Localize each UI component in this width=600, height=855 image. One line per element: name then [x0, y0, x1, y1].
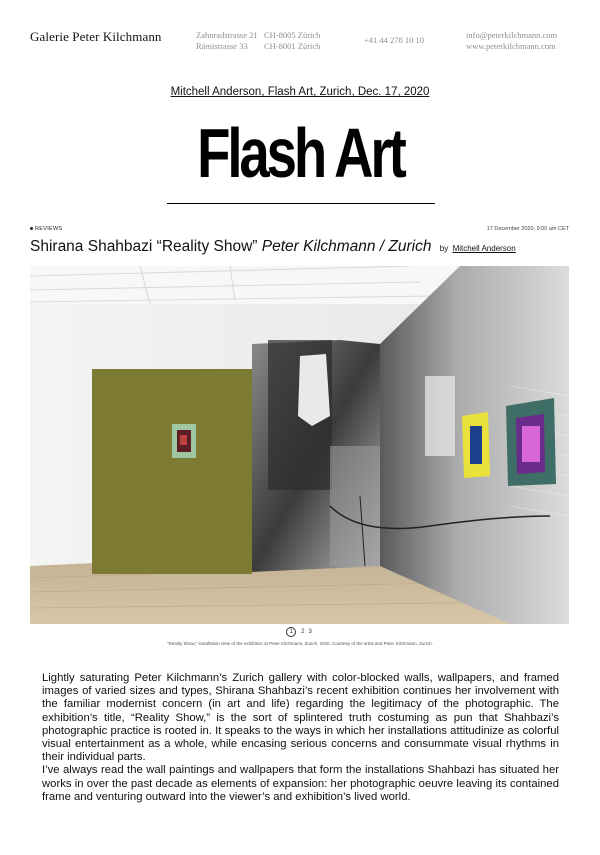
pager-current[interactable]: 1	[286, 627, 296, 637]
article-title	[30, 238, 516, 256]
article-body	[42, 672, 559, 804]
installation-image	[30, 266, 569, 624]
letterhead	[0, 0, 600, 60]
image-pager	[0, 627, 600, 637]
section-text: REVIEWS	[35, 226, 63, 232]
byline-author-link[interactable]: Mitchell Anderson	[452, 244, 516, 253]
logo-underline	[167, 203, 435, 204]
gallery-brand: Galerie Peter Kilchmann	[30, 29, 162, 44]
body-paragraph-1: Lightly saturating Peter Kilchmann’s Zurich gallery with color-blocked walls, wallpapers, and framed images of varied sizes and types, Shirana Shahbazi’s recent exhibition continues her involvement with the familiar modernist concern (in art and life) regarding the legitimacy of the photographic. The exhibition’s title, “Reality Show,” is the sort of splintered truth costuming as pun that Shahbazi’s photographic practice is rooted in. It speaks to the ways in which her installations attitudinize as colorful visual entertainment as a whole, while encasing serious concerns and consummate visual rhythms in their individual parts.	[42, 672, 559, 764]
address-city-2: CH-8001 Zürich	[264, 40, 321, 51]
image-caption: “Reality Show,” installation view of the exhibition at Peter Kilchmann, Zurich, 2020. Courtesy of the artist and Peter Kilchmann, Zurich.	[167, 641, 433, 646]
gallery-website[interactable]: www.peterkilchmann.com	[466, 40, 556, 51]
title-venue: Peter Kilchmann / Zurich	[261, 238, 432, 255]
body-paragraph-2: I’ve always read the wall paintings and wallpapers that form the installations Shahbazi has situated her works in over the past decade as elements of expansion: her photographic oeuvre leaving its contained frame and venturing outward into the viewer’s and exhibition’s lived world.	[42, 764, 559, 803]
section-label[interactable]	[30, 226, 62, 232]
bullet-icon	[30, 227, 33, 230]
gallery-phone: +41 44 278 10 10	[364, 35, 425, 45]
address-city-1: CH-8005 Zürich	[264, 30, 321, 40]
pager-page-2[interactable]: 2	[301, 629, 305, 635]
pager-page-3[interactable]: 3	[308, 629, 312, 635]
logo-wordmark: Flash Art	[196, 114, 404, 192]
flash-art-logo	[150, 108, 450, 208]
citation-text: Mitchell Anderson, Flash Art, Zurich, Dec. 17, 2020	[170, 86, 430, 98]
gallery-email[interactable]: info@peterkilchmann.com	[466, 30, 558, 40]
title-artist-show: Shirana Shahbazi “Reality Show”	[30, 238, 258, 255]
byline-label: by	[439, 244, 449, 253]
address-street-1: Zahnradstrasse 21	[196, 30, 258, 40]
installation-photo[interactable]	[30, 266, 569, 624]
gallery-address	[196, 30, 320, 51]
gallery-contact	[466, 30, 557, 51]
address-street-2: Rämistrasse 33	[196, 40, 248, 51]
citation-line	[0, 86, 600, 98]
article-date: 17 December 2020, 9:00 am CET	[486, 226, 569, 232]
